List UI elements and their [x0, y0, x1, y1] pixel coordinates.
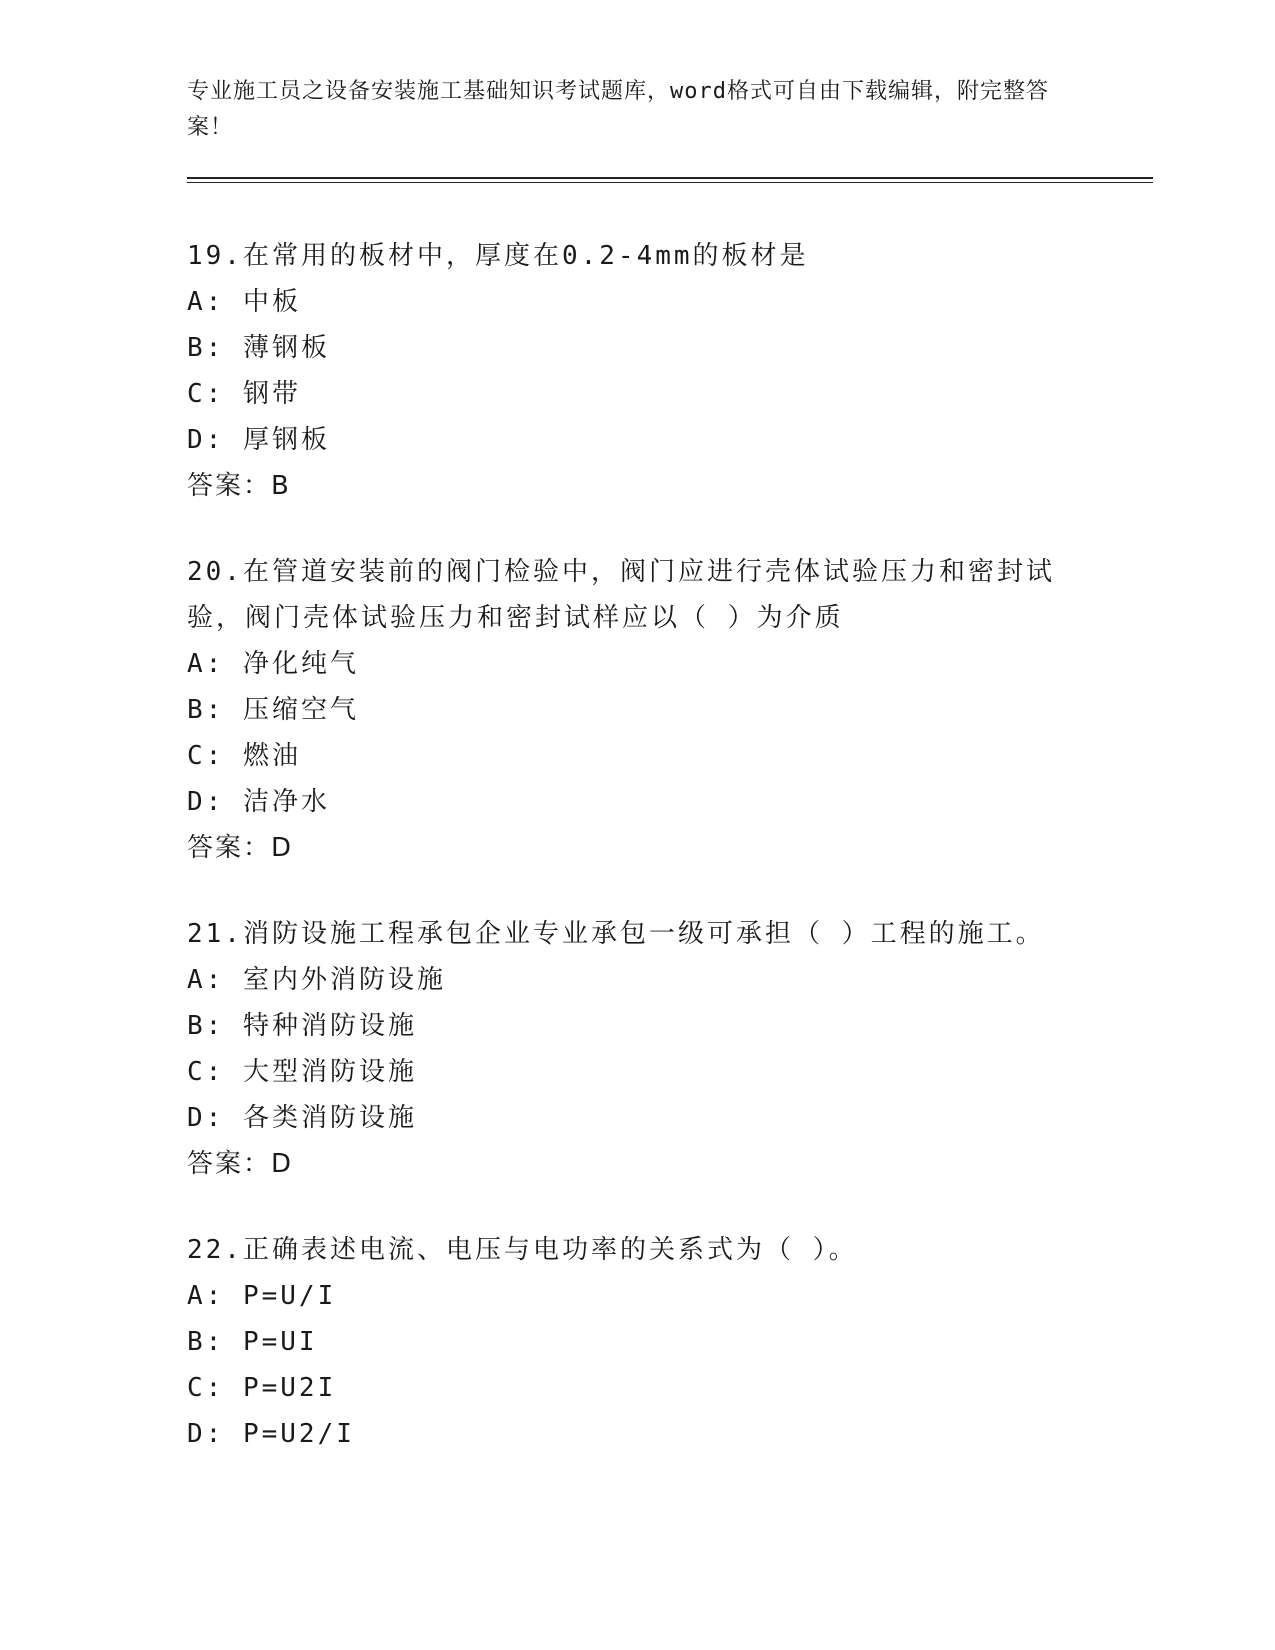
- question-22: [187, 1227, 1087, 1457]
- question-stem: 19.在常用的板材中，厚度在0.2-4mm的板材是: [187, 241, 809, 271]
- option-b: B: P=UI: [187, 1327, 318, 1357]
- option-c: C: 钢带: [187, 379, 301, 409]
- header-divider: [187, 177, 1153, 179]
- question-20: [187, 549, 1087, 871]
- answer: 答案：B: [187, 471, 291, 501]
- option-b: B: 薄钢板: [187, 333, 330, 363]
- question-stem: 22.正确表述电流、电压与电功率的关系式为（ ）。: [187, 1235, 858, 1265]
- option-d: D: P=U2/I: [187, 1419, 355, 1449]
- question-stem: 20.在管道安装前的阀门检验中，阀门应进行壳体试验压力和密封试验，阀门壳体试验压力和密封试样应以（ ）为介质: [187, 557, 1055, 633]
- question-21: [187, 911, 1087, 1187]
- question-list: [187, 233, 1087, 1497]
- header-divider-thin: [187, 182, 1153, 183]
- option-c: C: P=U2I: [187, 1373, 337, 1403]
- option-a: A: 中板: [187, 287, 301, 317]
- option-c: C: 大型消防设施: [187, 1057, 417, 1087]
- option-a: A: 净化纯气: [187, 649, 359, 679]
- option-c: C: 燃油: [187, 741, 301, 771]
- option-b: B: 压缩空气: [187, 695, 359, 725]
- option-d: D: 各类消防设施: [187, 1103, 417, 1133]
- option-a: A: P=U/I: [187, 1281, 337, 1311]
- option-a: A: 室内外消防设施: [187, 965, 446, 995]
- option-d: D: 洁净水: [187, 787, 330, 817]
- question-stem: 21.消防设施工程承包企业专业承包一级可承担（ ）工程的施工。: [187, 919, 1045, 949]
- document-header: 专业施工员之设备安装施工基础知识考试题库，word格式可自由下载编辑，附完整答案！: [187, 79, 1049, 140]
- option-b: B: 特种消防设施: [187, 1011, 417, 1041]
- answer: 答案：D: [187, 833, 294, 863]
- answer: 答案：D: [187, 1149, 294, 1179]
- option-d: D: 厚钢板: [187, 425, 330, 455]
- question-19: [187, 233, 1087, 509]
